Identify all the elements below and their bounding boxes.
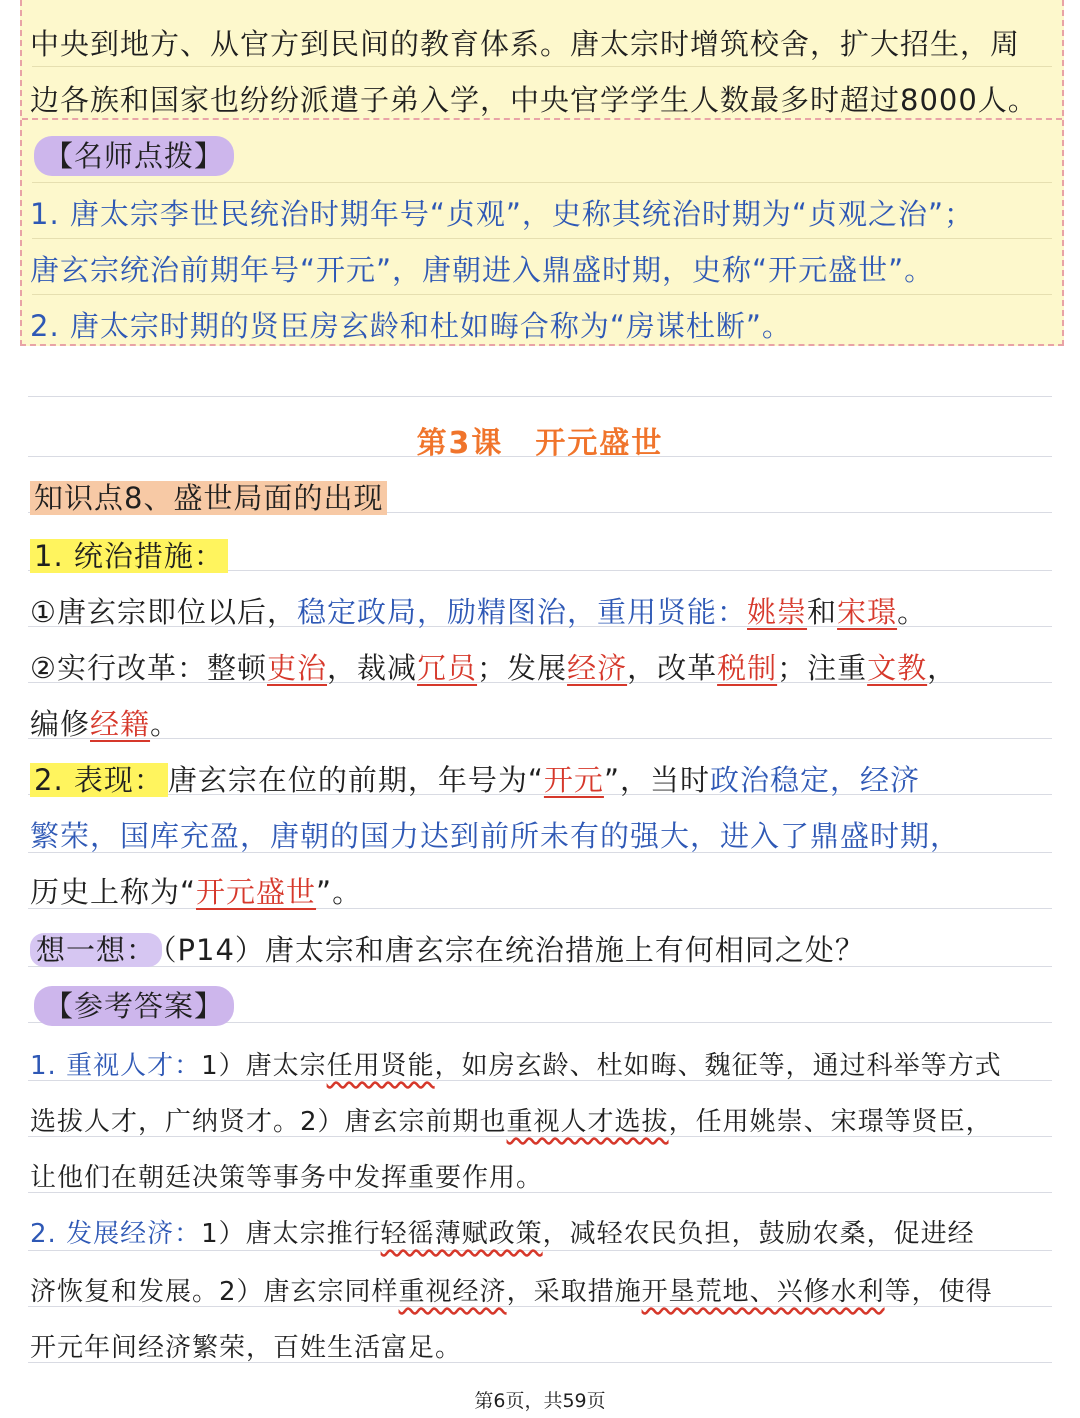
text: 历史上称为“ [30,875,197,909]
key-phrase: 重视人才选拔 [506,1107,669,1137]
measures-row [30,536,1050,576]
performance-line-2: 繁荣，国库充盈，唐朝的国力达到前所未有的强大，进入了鼎盛时期， [30,819,961,853]
tip-heading-row [34,136,1054,176]
text: ，裁减 [327,651,418,685]
text: 选拔人才，广纳贤才。2）唐玄宗前期也 [30,1107,507,1137]
key-phrase: 重视经济 [398,1277,507,1307]
ruled-line [32,182,1052,183]
keyword: 开元 [543,763,604,797]
text: ，如房玄龄、杜如晦、魏征等，通过科举等方式 [434,1051,1002,1081]
keyword: 税制 [717,651,778,685]
lesson-title: 第3课 开元盛世 [416,426,664,461]
answer-2-line-3: 开元年间经济繁荣，百姓生活富足。 [30,1333,463,1363]
highlight-text: 政治稳定，经济 [709,763,920,797]
text: ”，当时 [603,763,710,797]
keyword: 冗员 [417,651,478,685]
answer-tag: 【参考答案】 [34,986,234,1026]
answer-2-label: 2. 发展经济： [30,1219,202,1249]
performance-label: 2. 表现： [30,763,168,797]
key-phrase: 开垦荒地、兴修水利 [641,1277,885,1307]
ruled-line [32,66,1052,67]
text: ，采取措施 [506,1277,642,1307]
answer-2-line-2 [30,1272,1050,1312]
measures-label: 1. 统治措施： [30,539,228,573]
question-text: （P14）唐太宗和唐玄宗在统治措施上有何相同之处？ [162,933,865,967]
measure-2-cont [30,704,1050,744]
note-line-2: 边各族和国家也纷纷派遣子弟入学，中央官学学生人数最多时超过8000人。 [30,83,1038,117]
key-phrase: 任用贤能 [326,1051,435,1081]
answer-heading-row [34,986,1054,1026]
text: ，减轻农民负担，鼓励农桑，促进经 [542,1219,975,1249]
ruled-line [32,294,1052,295]
keyword: 文教 [867,651,928,685]
text: 编修 [30,707,91,741]
measure-1 [30,592,1050,632]
ruled-line [28,396,1052,397]
key-phrase: 轻徭薄赋政策 [380,1219,543,1249]
keyword: 经济 [567,651,628,685]
ruled-line [32,238,1052,239]
text: ，改革 [627,651,718,685]
text: 唐玄宗在位的前期，年号为“ [167,763,544,797]
answer-1-label: 1. 重视人才： [30,1051,202,1081]
performance-line-3 [30,872,1050,912]
punctuation: ， [927,651,958,685]
measure-1-policy: 稳定政局，励精图治，重用贤能： [297,595,748,629]
tip-tag: 【名师点拨】 [34,136,234,176]
think-tag: 想一想： [30,933,162,967]
text: 济恢复和发展。2）唐玄宗同样 [30,1277,399,1307]
text: ；发展 [477,651,568,685]
text: 1）唐太宗推行 [201,1219,381,1249]
keyword: 姚崇 [747,595,808,629]
text: ，任用姚崇、宋璟等贤臣， [668,1107,993,1137]
tip-1-line-b: 唐玄宗统治前期年号“开元”，唐朝进入鼎盛时期，史称“开元盛世”。 [30,253,935,287]
answer-1-line-3: 让他们在朝廷决策等事务中发挥重要作用。 [30,1163,544,1193]
text: 等，使得 [884,1277,993,1307]
kp-heading-row [30,478,1050,518]
performance-line-1 [30,760,1050,800]
answer-1-line-1 [30,1046,1050,1086]
answer-2-line-1 [30,1214,1050,1254]
keyword: 开元盛世 [196,875,317,909]
keyword: 宋璟 [837,595,898,629]
punctuation: 。 [150,707,181,741]
measure-1-prefix: ①唐玄宗即位以后， [30,595,297,629]
keyword: 经籍 [90,707,151,741]
kp-heading: 知识点8、盛世局面的出现 [30,481,387,515]
answer-1-line-2 [30,1102,1050,1142]
punctuation: 。 [897,595,928,629]
keyword: 吏治 [267,651,328,685]
measure-2 [30,648,1050,688]
text: ；注重 [777,651,868,685]
text: 1）唐太宗 [201,1051,327,1081]
page-number: 第6页，共59页 [474,1390,606,1412]
measure-1-and: 和 [807,595,838,629]
text: ②实行改革：整顿 [30,651,267,685]
note-line-1: 中央到地方、从官方到民间的教育体系。唐太宗时增筑校舍，扩大招生，周 [30,27,1021,61]
tip-2-line: 2. 唐太宗时期的贤臣房玄龄和杜如晦合称为“房谋杜断”。 [30,309,792,343]
think-question [30,930,1050,970]
tip-1-line-a: 1. 唐太宗李世民统治时期年号“贞观”，史称其统治时期为“贞观之治”； [30,197,974,231]
punctuation: ”。 [316,875,363,909]
